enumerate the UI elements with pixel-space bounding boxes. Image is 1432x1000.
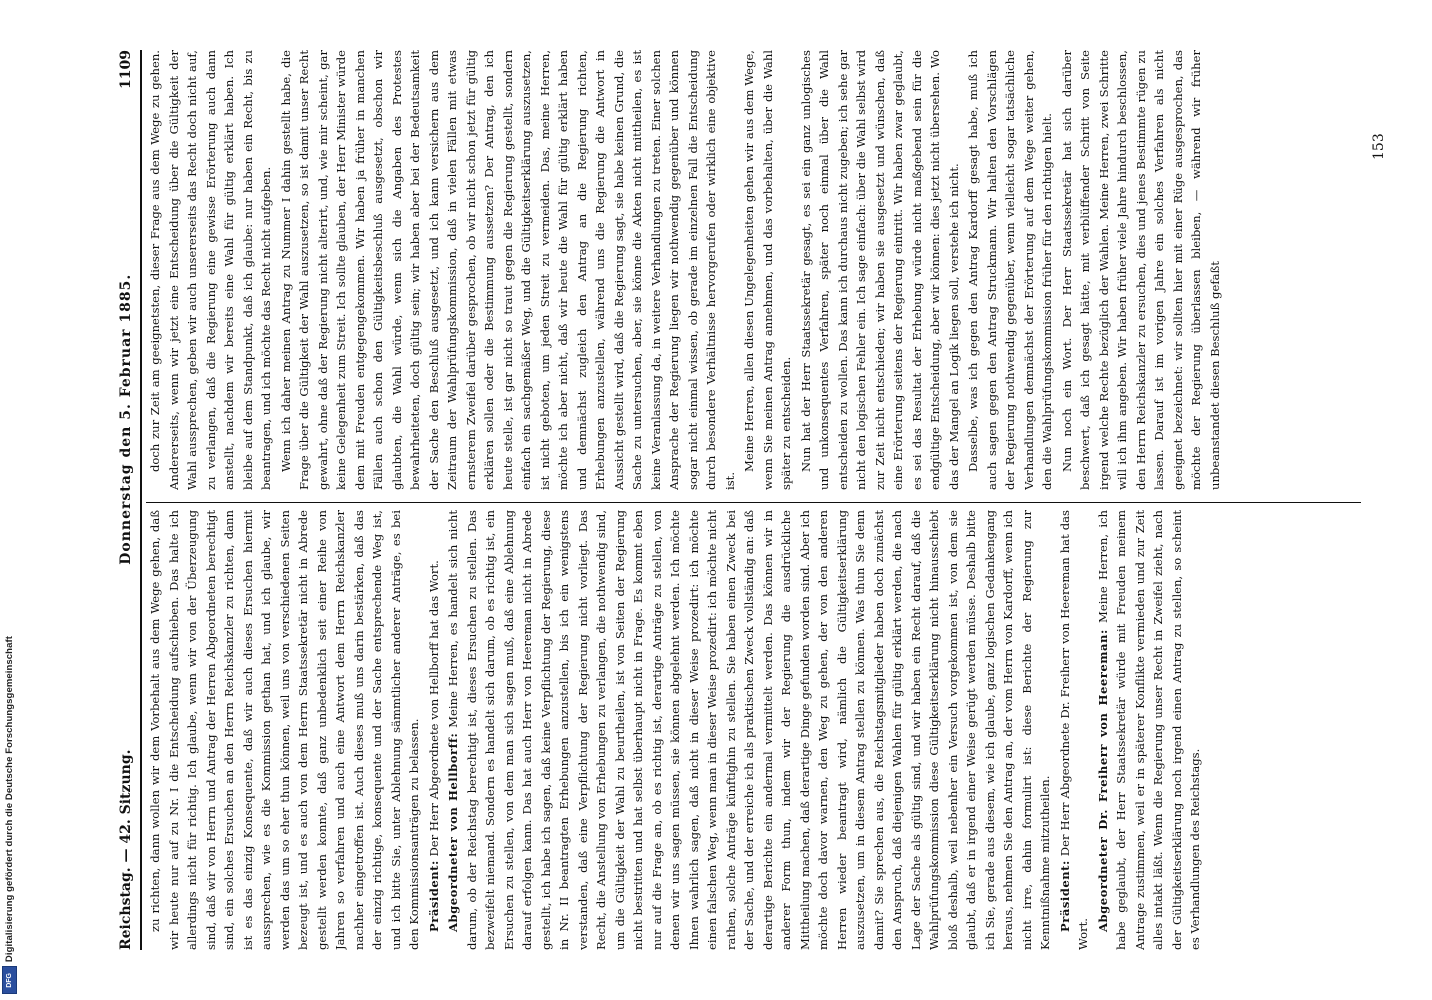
paragraph: [146, 50, 276, 490]
paragraph-text: Wenn ich daher meinen Antrag zu Nummer I dahin gestellt habe, die Frage über die Gültigkeit der Wahl auszusetzen, so ist damit unser Recht gewahrt, ohne daß der Regierung nicht alterirt, und, wie mir scheint, gar keine Gelegenheit zum Streit. Ich sollte glauben, der Herr Minister würde dem mit Freuden entgegengekommen. Wir haben ja früher in manchen Fällen auch schon den Gültigkeitsbeschluß ausgesetzt, obschon wir glaubten, die Wahl würde, wenn sich die Angaben des Protestes bewahrheiteten, doch gültig sein; wir haben aber bei der Bedeutsamkeit der Sache den Beschluß ausgesetzt, und ich kann versichern aus dem Zeitraum der Wahlprüfungskommission, daß in vielen Fällen mit etwas ernsterem Zweifel darüber gesprochen, ob wir nicht schon jetzt für gültig erklären sollen oder die Bestimmung aussetzen? Der Antrag, den ich heute stelle, ist gar nicht so traut gegen die Regierung gestellt, sondern einfach ein sachgemäßer Weg, und die Gültigkeitserklärung auszusetzen, ist nicht geboten, um jeden Streit zu vermeiden. Das, meine Herren, möchte ich aber nicht, daß wir heute die Wahl für gültig erklärt haben und demnächst zugleich den Antrag an die Regierung richten, Erhebungen anzustellen, während uns die Regierung die Antwort in Aussicht gestellt wird, daß die Regierung sagt, sie habe keinen Grund, die Sache zu untersuchen, aber, sie könne die Akten nicht mittheilen, es ist keine Veranlassung da, in weitere Verhandlungen zu treten. Einer solchen Ansprache der Regierung liegen wir nothwendig gegenüber und können sogar nicht einmal wissen, ob gerade im einzelnen Fall die Entscheidung durch besondere Verhältnisse hervorgerufen oder wirklich eine objektive ist.: [278, 50, 737, 490]
paragraph-text: doch zur Zeit am geeignetsten, dieser Frage aus dem Wege zu gehen. Andererseits, wenn wir jetzt eine Entscheidung über die Gültigkeit der Wahl aussprechen, geben wir auch unsererseits das Recht doch nicht auf, zu verlangen, daß die Regierung eine gewisse Erörterung auch dann anstellt, nachdem wir bereits eine Wahl für gültig erklärt haben. Ich bleibe auf dem Standpunkt, daß ich glaube: nur haben ein Recht, bis zu beantragen, und ich möchte das Recht nicht aufgeben.: [148, 50, 273, 490]
paragraph: [425, 510, 444, 950]
paragraph: [1094, 510, 1205, 950]
paragraph: [1058, 50, 1225, 490]
speaker-label: Präsident:: [426, 860, 441, 932]
paragraph-text: Nun hat der Herr Staatssekretär gesagt, es sei ein ganz unlogisches und unkonsequentes Verfahren, später noch einmal über die Wahl entscheiden zu wollen. Das kann ich durchaus nicht zugeben; ich sehe gar nicht den logischen Fehler ein. Ich sage einfach: über die Wahl selbst wird zur Zeit nicht entschieden; wir haben sie ausgesetzt und wünschen, daß eine Erörterung seitens der Regierung eintritt. Wir haben zwar geglaubt, es sei das Resultat der Erhebung würde nicht maßgebend sein für die endgültige Entscheidung, aber wir können: dies jetzt nicht übersehen. Wo das der Mangel an Logik liegen soll, verstehe ich nicht.: [798, 50, 961, 490]
paragraph: [1056, 510, 1093, 950]
page-header: [106, 50, 134, 950]
column-divider: [146, 502, 1361, 503]
paragraph: [277, 50, 740, 490]
document-page: [66, 0, 1426, 1000]
sheet-number: 153: [1371, 133, 1387, 160]
header-page-number: 1109: [118, 50, 134, 89]
paragraph: [964, 50, 1057, 490]
header-left: Reichstag. — 42. Sitzung.: [118, 749, 134, 950]
paragraph-text: zu richten, dann wollen wir dem Vorbehalt aus dem Wege gehen, daß wir heute nur auf zu Nr. I die Entscheidung aufschieben. Das halte ich allerdings nicht für richtig. Ich glaube, wenn wir von der Überzeugung sind, daß wir von Herrn und Antrag der Herren Abgeordneten berechtigt sind, ein solches Ersuchen an den Herrn Reichskanzler zu richten, dann ist es das einzig Konsequente, daß wir auch dieses Ersuchen hiermit aussprechen, wie es die Kommission gethan hat, und ich glaube, wir werden das um so eher thun können, weil uns von verschiedenen Seiten bezeugt ist, und es auch von dem Herrn Staatssekretär nicht in Abrede gestellt werden konnte, daß ganz unbedenklich seit einer Reihe von Jahren so verfahren und auch eine Antwort dem Herrn Reichskanzler nachher eingetroffen ist. Auch dieses muß uns darin bestärken, daß das der einzig richtige, konsequente und der Sache entsprechende Weg ist, und ich bitte Sie, unter Ablehnung sämmtlicher anderer Anträge, es bei den Kommissionsanträgen zu belassen.: [148, 510, 421, 950]
paragraph-text: Meine Herren, es handelt sich nicht darum, ob der Reichstag berechtigt ist, dieses Ersuchen zu stellen. Das bezweifelt niemand. Sondern es handelt sich darum, ob es richtig ist, ein Ersuchen zu stellen, von dem man sich sagen muß, daß eine Ablehnung darauf erfolgen kann. Das hat auch Herr von Heereman nicht in Abrede gestellt, ich habe ich sagen, daß keine Verpflichtung der Regierung, diese in Nr. II beantragten Erhebungen anzustellen, bis ich ein wenigstens verstanden, daß eine Verpflichtung der Regierung nicht vorliegt. Das Recht, die Anstellung von Erhebungen zu verlangen, die nothwendig sind, um die Gültigkeit der Wahl zu beurtheilen, ist von Seiten der Regierung nicht bestritten und hat selbst überhaupt nicht in Frage. Es kommt eben nur auf die Frage an, ob es richtig ist, derartige Anträge zu stellen, von denen wir uns sagen müssen, sie können abgelehnt werden. Ich möchte Ihnen wahrlich sagen, daß nicht in dieser Weise prozedirt: ich möchte einen falschen Weg, wenn man in dieser Weise prozedirt: ich möchte nicht rathen, solche Anträge künftighin zu stellen. Sie haben einen Zweck bei der Sache, und der erreiche ich als praktischen Zweck vollständig an: daß derartige Berichte ein andermal vermittelt werden. Das können wir in anderer Form thun, indem wir der Regierung die ausdrückliche Mittheilung machen, daß derartige Dinge gefunden worden sind. Aber ich möchte doch davor warnen, den Weg zu gehen, der von den anderen Herren wieder beantragt wird, nämlich die Gültigkeitserklärung auszusetzen, um in diesem Antrag stellen zu können. Was thun Sie denn damit? Sie sprechen aus, die Reichstagsmitglieder haben doch zunächst den Anspruch, daß diejenigen Wahlen für gültig erklärt werden, die nach Lage der Sache als gültig sind, und wir haben ein Recht darauf, daß die Wahlprüfungskommission diese Gültigkeitserklärung nicht hinausschiebt bloß deshalb, weil nebenher ein Versuch vorgekommen ist, von dem sie glaubt, daß er in irgend einer Weise gerügt werden müsse. Deshalb bitte ich Sie, gerade aus diesem, wie ich glaube, ganz logischen Gedankengang heraus, nehmen Sie den Antrag an, der vom Herrn von Kardorff, wenn ich nicht irre, dahin formulirt ist: diese Berichte der Regierung zur Kenntnißnahme mitzutheilen.: [446, 510, 1052, 950]
speaker-label: Abgeordneter Dr. Freiherr von Heereman:: [1095, 629, 1110, 932]
left-column: [146, 510, 1356, 950]
right-column: [146, 50, 1356, 490]
dfg-logo-text: DFG: [5, 972, 13, 988]
paragraph-text: Nun noch ein Wort. Der Herr Staatssekretär hat sich darüber beschwert, daß ich gesagt hätte, mit verblüffender Schritt von Seite irgend welche Rechte bezüglich der Wahlen. Meine Herren, zwei Schritte will ich ihm angeben. Wir haben früher viele Jahre hindurch beschlossen, den Herrn Reichskanzler zu ersuchen, dies und jenes Bestimmte rügen zu lassen. Darauf ist im vorigen Jahre ein solches Verfahren als nicht geeignet bezeichnet: wir sollten hier mit einer Rüge ausgesprochen, das möchte der Regierung überlassen bleiben, — während wir früher unbeanstandet diesen Beschluß gefaßt: [1059, 50, 1222, 490]
paragraph-text: Der Herr Abgeordnete Dr. Freiherr von Heereman hat das Wort.: [1057, 510, 1090, 950]
dfg-logo: [2, 966, 17, 994]
header-title: Donnerstag den 5. Februar 1885.: [118, 273, 134, 565]
paragraph-text: Meine Herren, allen diesen Ungelegenheiten gehen wir aus dem Wege, wenn Sie meinen Antrag annehmen, und das vorbehalten, über die Wahl später zu entscheiden.: [742, 50, 793, 490]
paragraph: [740, 50, 796, 490]
header-rule: [140, 50, 142, 950]
paragraph-text: Der Herr Abgeordnete von Hellborff hat das Wort.: [426, 560, 441, 857]
paragraph: [797, 50, 964, 490]
digitization-credit: [0, 0, 18, 1000]
paragraph: [444, 510, 1055, 950]
credit-text: Digitalisierung gefördert durch die Deutsche Forschungsgemeinschaft: [3, 635, 15, 962]
paragraph-text: Dasselbe, was ich gegen den Antrag Kardorff gesagt habe, muß ich auch sagen gegen den Antrag Struckmann. Wir halten den Vorschlägen der Regierung nothwendig gegenüber, wenn vielleicht sogar tatsächliche Verhandlungen demnächst der Erörterung auf dem Wege weiter gehen, den die Wahlprüfungskommission früher für den richtigen hielt.: [966, 50, 1054, 490]
paragraph-text: Meine Herren, ich habe geglaubt, der Herr Staatssekretär würde mit Freuden meinem Antrage zustimmen, weil er in späterer Konflikte vermieden und zur Zeit alles intakt läßt. Wenn die Regierung unser Recht in Zweifel zieht, nach der Gültigkeitserklärung noch irgend einen Antrag zu stellen, so scheint es Verhandlungen des Reichstags.: [1095, 510, 1202, 950]
speaker-label: Präsident:: [1057, 860, 1072, 932]
speaker-label: Abgeordneter von Hellborff:: [446, 732, 460, 932]
paragraph: [146, 510, 424, 950]
